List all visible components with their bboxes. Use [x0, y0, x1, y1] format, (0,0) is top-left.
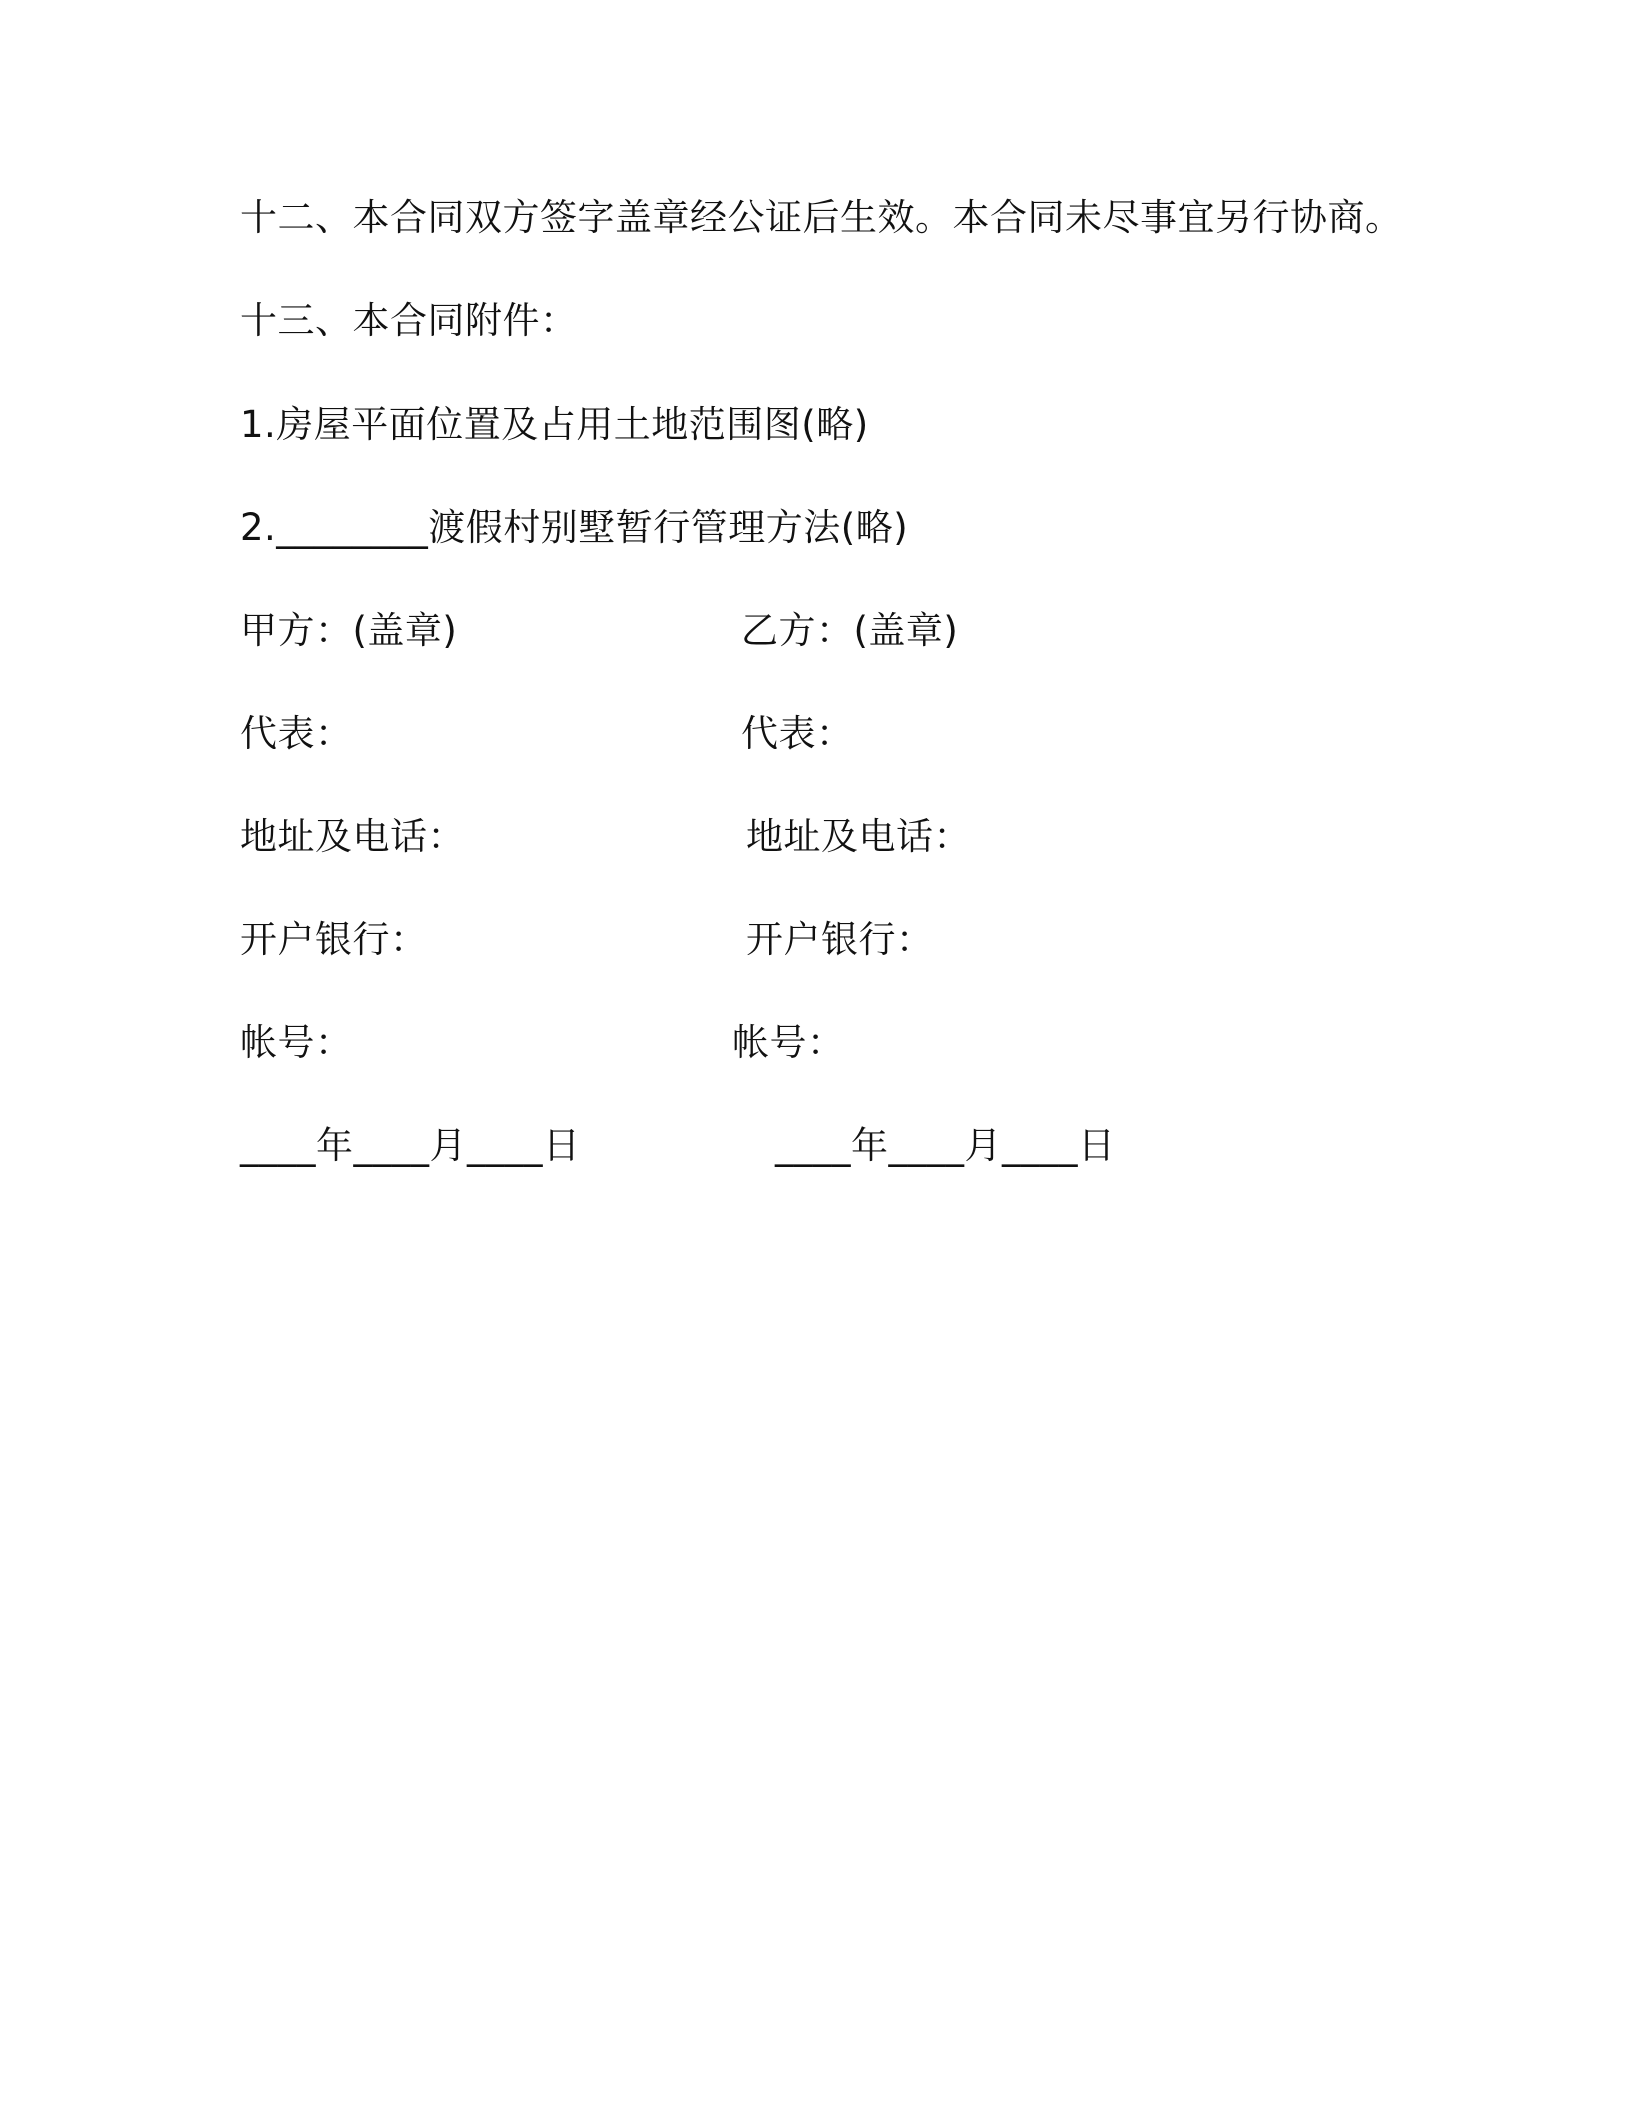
party-b-bank: 开户银行： [746, 918, 934, 961]
party-a-account: 帐号： [240, 1021, 353, 1064]
party-a-seal: 甲方：(盖章) [240, 609, 458, 652]
party-a-representative: 代表： [240, 712, 353, 755]
party-b-representative: 代表： [741, 712, 854, 755]
party-b-date: ____年____月____日 [775, 1124, 1116, 1167]
party-a-bank: 开户银行： [240, 918, 428, 961]
party-b-address-phone: 地址及电话： [746, 815, 971, 858]
attachment-1: 1.房屋平面位置及占用土地范围图(略) [240, 403, 869, 446]
party-b-account: 帐号： [732, 1021, 845, 1064]
clause-13-heading: 十三、本合同附件： [240, 299, 578, 342]
clause-12: 十二、本合同双方签字盖章经公证后生效。本合同未尽事宜另行协商。 [240, 196, 1403, 239]
party-b-seal: 乙方：(盖章) [741, 609, 959, 652]
party-a-date: ____年____月____日 [240, 1124, 581, 1167]
attachment-2: 2.________渡假村别墅暂行管理方法(略) [240, 506, 909, 549]
party-a-address-phone: 地址及电话： [240, 815, 465, 858]
